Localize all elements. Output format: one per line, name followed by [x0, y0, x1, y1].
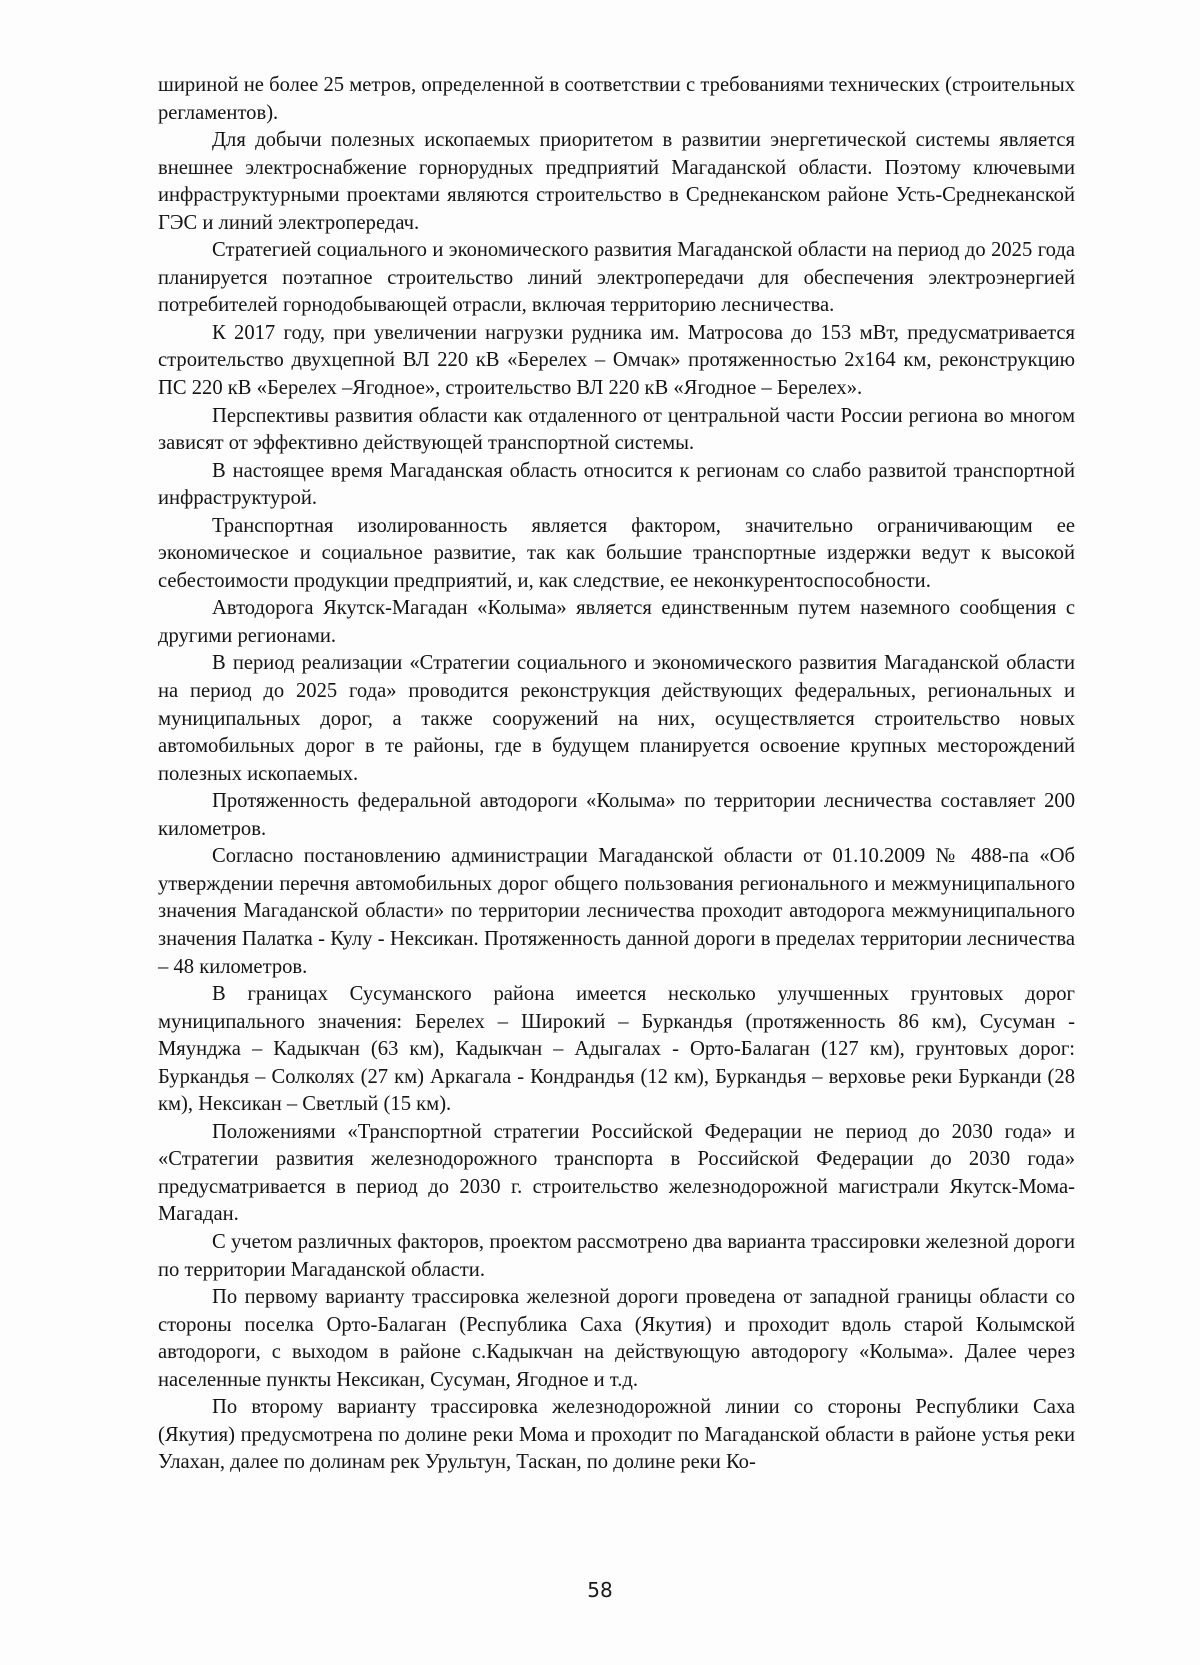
paragraph-3: Стратегией социального и экономического развития Магаданской области на период до 2025 года планируется поэтапное строительство линий электропередачи для обеспечения электроэнергией потребителей горнодобывающей отрасли, включая территорию лесничества.: [158, 239, 1075, 317]
paragraph-1: шириной не более 25 метров, определенной в соответствии с требованиями технических (строительных регламентов).: [158, 74, 1075, 124]
paragraph-6: В настоящее время Магаданская область относится к регионам со слабо развитой транспортной инфраструктурой.: [158, 459, 1075, 510]
paragraph-2: Для добычи полезных ископаемых приоритетом в развитии энергетической системы является внешнее электроснабжение горнорудных предприятий Магаданской области. Поэтому ключевыми инфраструктурными проектами являются строительство в Среднеканском районе Усть-Среднеканской ГЭС и линий электропередач.: [158, 129, 1075, 234]
paragraph-15: По первому варианту трассировка железной дороги проведена от западной границы области со стороны поселка Орто-Балаган (Республика Саха (Якутия) и проходит вдоль старой Колымской автодороги, с выходом в районе с.Кадыкчан на действующую автодорогу «Колыма». Далее через населенные пункты Нексикан, Сусуман, Ягодное и т.д.: [158, 1286, 1075, 1391]
paragraph-8: Автодорога Якутск-Магадан «Колыма» является единственным путем наземного сообщения с другими регионами.: [158, 597, 1075, 647]
paragraph-5: Перспективы развития области как отдаленного от центральной части России региона во многом зависят от эффективно действующей транспортной системы.: [158, 404, 1075, 455]
paragraph-16: По второму варианту трассировка железнодорожной линии со стороны Республики Саха (Якутия) предусмотрена по долине реки Мома и проходит по Магаданской области в районе устья реки Улахан, далее по долинам рек Урультун, Таскан, по долине реки Ко-: [158, 1396, 1075, 1474]
paragraph-11: Согласно постановлению администрации Магаданской области от 01.10.2009 № 488-па «Об утверждении перечня автомобильных дорог общего пользования регионального и межмуниципального значения Магаданской области» по территории лесничества проходит автодорога межмуниципального значения Палатка - Кулу - Нексикан. Протяженность данной дороги в пределах территории лесничества – 48 километров.: [158, 845, 1075, 978]
paragraph-4: К 2017 году, при увеличении нагрузки рудника им. Матросова до 153 мВт, предусматривается строительство двухцепной ВЛ 220 кВ «Берелех – Омчак» протяженностью 2х164 км, реконструкцию ПС 220 кВ «Берелех –Ягодное», строительство ВЛ 220 кВ «Ягодное – Берелех».: [158, 321, 1075, 400]
page-number: 58: [587, 1578, 613, 1602]
paragraph-9: В период реализации «Стратегии социального и экономического развития Магаданской области на период до 2025 года» проводится реконструкция действующих федеральных, региональных и муниципальных дорог, а также сооружений на них, осуществляется строительство новых автомобильных дорог в те районы, где в будущем планируется освоение крупных месторождений полезных ископаемых.: [158, 652, 1075, 785]
paragraph-7: Транспортная изолированность является фактором, значительно ограничивающим ее экономическое и социальное развитие, так как большие транспортные издержки ведут к высокой себестоимости продукции предприятий, и, как следствие, ее неконкурентоспособности.: [158, 514, 1075, 592]
body-text: [158, 72, 1075, 1477]
paragraph-12: В границах Сусуманского района имеется несколько улучшенных грунтовых дорог муниципального значения: Берелех – Широкий – Буркандья (протяженность 86 км), Сусуман - Мяунджа – Кадыкчан (63 км), Кадыкчан – Адыгалах - Орто-Балаган (127 км), грунтовых дорог: Буркандья – Солколях (27 км) Аркагала - Кондрандья (12 км), Буркандья – верховье реки Бурканди (28 км), Нексикан – Светлый (15 км).: [158, 983, 1075, 1116]
paragraph-10: Протяженность федеральной автодороги «Колыма» по территории лесничества составляет 200 километров.: [158, 790, 1075, 840]
paragraph-13: Положениями «Транспортной стратегии Российской Федерации не период до 2030 года» и «Стратегии развития железнодорожного транспорта в Российской Федерации до 2030 года» предусматривается в период до 2030 г. строительство железнодорожной магистрали Якутск-Мома-Магадан.: [158, 1120, 1075, 1226]
paragraph-14: С учетом различных факторов, проектом рассмотрено два варианта трассировки железной дороги по территории Магаданской области.: [158, 1230, 1075, 1281]
